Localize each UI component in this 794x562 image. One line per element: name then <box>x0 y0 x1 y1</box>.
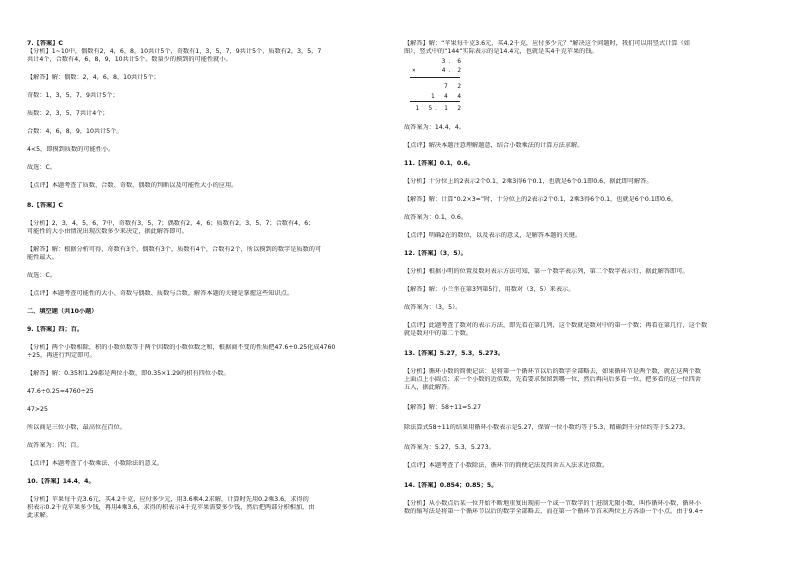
answer-heading: 14.【答案】0.854；0.85；5。 <box>404 482 498 489</box>
text-line: 【解答】解：58÷11=5.27 <box>404 404 482 411</box>
vertical-multiplication <box>410 56 470 116</box>
text-line: 【点评】本题考查了质数、合数、奇数、偶数的判断以及可能性大小的应用。 <box>27 182 238 189</box>
right-column <box>404 40 774 516</box>
left-column <box>27 40 397 520</box>
text-line: 故答案为：5.27，5.3，5.273。 <box>404 444 495 451</box>
text-line: 【解答】解：小兰坐在第3列第5行，用数对（3，5）来表示。 <box>404 286 575 293</box>
text-line: 故答案为：四；百。 <box>27 442 83 449</box>
text-line: 47.6÷0.25=4760÷25 <box>27 388 94 395</box>
text-line: 【解答】解：偶数：2，4，6，8，10共计5个； <box>27 74 160 81</box>
calc-row: 7 2 <box>444 83 464 90</box>
answer-heading: 二、填空题（共10小题） <box>27 308 98 315</box>
text-line: 积表示0.2千克苹果多少钱，再用4乘3.6，求得的积表示4千克苹果需要多少钱，然后把两部分积相加，由 <box>27 504 315 511</box>
text-line: 【分析】十分位上的2表示2个0.1，2乘3得6个0.1，也就是6个0.1即0.6，据此即可解答。 <box>404 178 653 185</box>
calc-rule <box>410 77 460 78</box>
text-line: 数的缩写法是将第一个循环节以后的数字全部略去，而在第一个循环节首末两位上方各添一个小点。由于9.4÷ <box>404 508 704 515</box>
text-line: 所以商是三位小数，最高位在百位。 <box>27 424 126 431</box>
text-line: 可能性的大小由情况出现次数多少来决定，据此解答即可。 <box>27 228 188 235</box>
text-line: 【分析】两个小数相除，积的小数位数等于两个因数的小数位数之和，根据商不变的性质把47.6÷0.25化成4760 <box>27 344 336 351</box>
calc-row: 1 5．1 2 <box>415 105 464 112</box>
text-line: 【分析】循环小数的简便记法：是将第一个循环节以后的数字全部略去，如果循环节是两个数，就在这两个数 <box>404 368 701 375</box>
calc-row: 3．6 <box>441 58 464 65</box>
text-line: 除法算式58÷11的结果用循环小数表示是5.27，保留一位小数约等于5.3，精确到千分位约等于5.273。 <box>404 424 690 431</box>
text-line: 图），竖式中的“144”实际表示的是14.4元，也就是买4千克苹果的钱。 <box>404 48 598 55</box>
text-line: 故答案为：14.4，4。 <box>404 124 466 131</box>
text-line: 五入，据此解答。 <box>404 384 454 391</box>
text-line: 47>25 <box>27 406 48 413</box>
text-line: 奇数：1，3，5，7，9共计5个； <box>27 92 119 99</box>
text-line: 【分析】2，3，4，5，6，7中，奇数有3，5，7；偶数有2，4，6；质数有2，3，5，7；合数有4，6； <box>27 220 315 227</box>
text-line: 【分析】从小数点后某一位开始不断地重复出现前一个或一节数字的十进制无限小数，叫作循环小数，循环小 <box>404 500 701 507</box>
multiply-sign: × <box>412 67 416 74</box>
text-line: 【解答】解：根据分析可得，奇数有3个，偶数有3个，质数有4个，合数有2个，所以摸到的数字是质数的可 <box>27 246 322 253</box>
text-line: 4<5，即摸到质数的可能性小。 <box>27 146 115 153</box>
text-line: 此求解。 <box>27 512 52 519</box>
text-line: 【解答】解：计算“0.2×3=”时，十分位上的2表示2个0.1，2乘3得6个0.1，也就是6个0.1即0.6。 <box>404 196 677 203</box>
text-line: 【分析】1~10中，偶数有2，4，6，8，10共计5个，奇数有1，3，5，7，9共计5个，质数有2，3，5，7 <box>27 48 322 55</box>
text-line: 合数：4，6，8，9，10共计5个。 <box>27 128 123 135</box>
text-line: 【分析】根据小明的位置及数对表示方法可知，第一个数字表示列，第二个数字表示行，据此解答即可。 <box>404 268 689 275</box>
text-line: 故选：C。 <box>27 272 57 279</box>
text-line: 【分析】苹果每千克3.6元，买4.2千克，应付多少元，用3.6乘4.2求解，计算时先用0.2乘3.6，求得的 <box>27 496 309 503</box>
calc-rule <box>410 101 460 102</box>
text-line: 能性最大。 <box>27 254 58 261</box>
text-line: 【点评】明确2在的数位，以及表示的意义，是解答本题的关键。 <box>404 232 582 239</box>
text-line: 【解答】解：0.35和1.29都是两位小数，即0.35×1.29的积有四位小数。 <box>27 370 230 377</box>
answer-heading: 8.【答案】C <box>27 202 63 209</box>
text-line: 【点评】本题考查可能性的大小、奇数与偶数、质数与合数，解答本题的关键是掌握这些知识点。 <box>27 290 294 297</box>
column-gutter <box>392 30 393 550</box>
text-line: 故答案为：（3，5）。 <box>404 304 462 311</box>
text-line: 上面点上小圆点；求一个小数的近似数，先看要求保留到哪一位，然后再向后多看一位，把多看的这一位四舍 <box>404 376 701 383</box>
text-line: ÷25，再进行判定即可。 <box>27 352 96 359</box>
text-line: 质数：2，3，5，7共计4个； <box>27 110 109 117</box>
text-line: 【点评】本题考查了小数乘法、小数除法的意义。 <box>27 460 164 467</box>
answer-heading: 12.【答案】（3，5）。 <box>404 250 467 257</box>
answer-heading: 9.【答案】四；百。 <box>27 326 84 333</box>
text-line: 故答案为：0.1，0.6。 <box>404 214 467 221</box>
text-line: 【点评】本题考查了小数除法、循环节的简便记法及四舍五入法求近似数。 <box>404 462 609 469</box>
answer-heading: 13.【答案】5.27，5.3，5.273。 <box>404 350 505 357</box>
calc-row: 4．2 <box>441 67 464 74</box>
answer-heading: 10.【答案】14.4，4。 <box>27 478 95 485</box>
text-line: 【点评】此题考查了数对的表示方法，即先看在第几列，这个数就是数对中的第一个数；再看在第几行，这个数 <box>404 322 708 329</box>
text-line: 【解答】解：“苹果每千克3.6元，买4.2千克，应付多少元？”解决这个问题时，我们可以用竖式计算（如 <box>404 40 690 47</box>
text-line: 【点评】解决本题注意理解题意，结合小数乘法的计算方法求解。 <box>404 142 584 149</box>
text-line: 故选：C。 <box>27 164 57 171</box>
answer-heading: 7.【答案】C <box>27 40 63 47</box>
answer-heading: 11.【答案】0.1，0.6。 <box>404 160 475 167</box>
text-line: 共计4个，合数有4，6，8，9，10共计5个。数量少的摸到的可能性就小。 <box>27 56 232 63</box>
text-line: 就是数对中的第二个数。 <box>404 330 473 337</box>
calc-row: 1 4 4 <box>430 93 464 100</box>
